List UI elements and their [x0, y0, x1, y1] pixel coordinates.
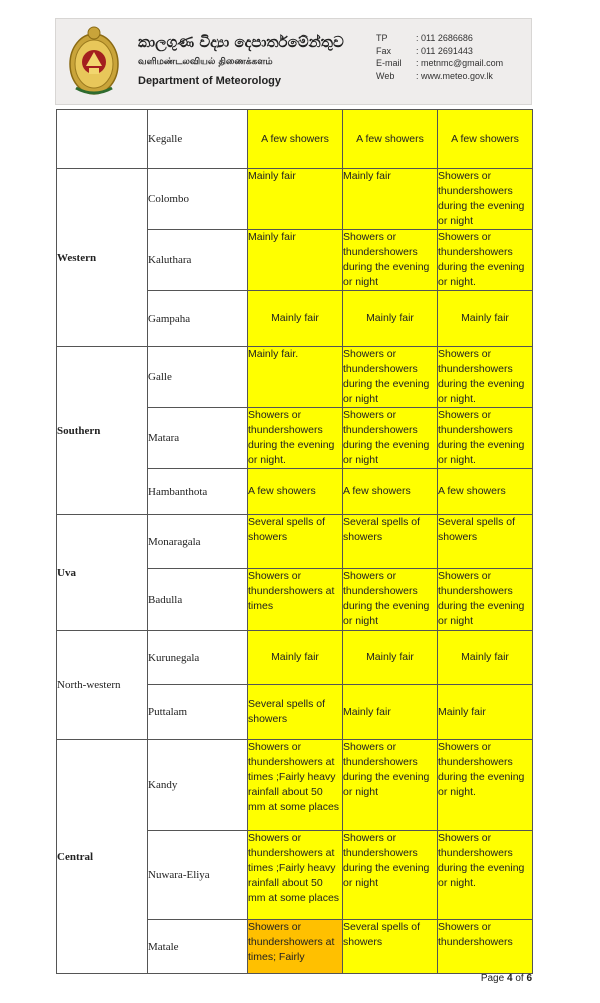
forecast-cell: Mainly fair: [343, 291, 438, 347]
table-row: [57, 631, 533, 685]
forecast-cell: Showers or thundershowers at times: [248, 569, 343, 631]
district-cell: Matale: [148, 920, 248, 974]
forecast-cell: Showers or thundershowers during the evening or night: [438, 569, 533, 631]
forecast-cell: Showers or thundershowers during the evening or night: [438, 169, 533, 230]
forecast-cell: Mainly fair: [248, 631, 343, 685]
district-cell: Gampaha: [148, 291, 248, 347]
forecast-cell: Several spells of showers: [343, 515, 438, 569]
forecast-cell: Showers or thundershowers during the evening or night.: [438, 408, 533, 469]
district-cell: Kegalle: [148, 110, 248, 169]
forecast-cell: Showers or thundershowers at times ;Fairly heavy rainfall about 50 mm at some places: [248, 831, 343, 920]
forecast-cell: Showers or thundershowers during the evening or night.: [438, 230, 533, 291]
contact-block: [376, 32, 503, 82]
forecast-cell: Mainly fair.: [248, 347, 343, 408]
district-cell: Galle: [148, 347, 248, 408]
forecast-cell: A few showers: [248, 110, 343, 169]
province-cell-blank: [57, 110, 148, 169]
district-cell: Monaragala: [148, 515, 248, 569]
forecast-cell: Mainly fair: [248, 291, 343, 347]
forecast-cell: Mainly fair: [343, 685, 438, 740]
forecast-cell: Several spells of showers: [343, 920, 438, 974]
forecast-cell: A few showers: [343, 469, 438, 515]
forecast-cell: Showers or thundershowers at times ;Fairly heavy rainfall about 50 mm at some places: [248, 740, 343, 831]
forecast-cell: A few showers: [343, 110, 438, 169]
district-cell: Puttalam: [148, 685, 248, 740]
page-number: Page 4 of 6: [480, 973, 532, 984]
forecast-cell: Mainly fair: [438, 685, 533, 740]
district-cell: Nuwara-Eliya: [148, 831, 248, 920]
table-row: [57, 169, 533, 230]
district-cell: Hambanthota: [148, 469, 248, 515]
forecast-cell: Mainly fair: [248, 230, 343, 291]
forecast-cell: Showers or thundershowers during the evening or night: [343, 569, 438, 631]
district-cell: Matara: [148, 408, 248, 469]
contact-web: Web : www.meteo.gov.lk: [376, 70, 493, 81]
forecast-cell: Showers or thundershowers: [438, 920, 533, 974]
forecast-cell: A few showers: [438, 469, 533, 515]
department-title-english: Department of Meteorology: [138, 75, 282, 87]
forecast-cell: Mainly fair: [343, 169, 438, 230]
department-title-tamil: வளிமண்டலவியல் திணைக்களம்: [138, 57, 273, 67]
province-cell: Central: [57, 740, 148, 974]
district-cell: Kurunegala: [148, 631, 248, 685]
forecast-cell: Mainly fair: [248, 169, 343, 230]
forecast-cell: Showers or thundershowers during the evening or night.: [438, 831, 533, 920]
district-cell: Colombo: [148, 169, 248, 230]
forecast-table: [56, 109, 533, 974]
province-cell: Uva: [57, 515, 148, 631]
contact-fax: Fax : 011 2691443: [376, 45, 473, 56]
table-row: [57, 347, 533, 408]
forecast-cell: Showers or thundershowers during the evening or night: [343, 230, 438, 291]
forecast-cell: Showers or thundershowers during the evening or night: [343, 347, 438, 408]
forecast-cell: Several spells of showers: [438, 515, 533, 569]
province-cell: Southern: [57, 347, 148, 515]
forecast-cell: A few showers: [438, 110, 533, 169]
contact-email: E-mail : metnmc@gmail.com: [376, 58, 504, 68]
table-row: [57, 110, 533, 169]
forecast-cell: Showers or thundershowers during the evening or night.: [438, 347, 533, 408]
department-title-sinhala: කාලගුණ විද්‍යා දෙපාර්තමේන්තුව: [138, 33, 344, 51]
table-row: [57, 515, 533, 569]
forecast-cell: Showers or thundershowers during the evening or night: [343, 740, 438, 831]
forecast-cell: Several spells of showers: [248, 685, 343, 740]
province-cell: North-western: [57, 631, 148, 740]
contact-phone: TP : 011 2686686: [376, 33, 473, 43]
district-cell: Kandy: [148, 740, 248, 831]
district-cell: Badulla: [148, 569, 248, 631]
forecast-cell: Mainly fair: [438, 291, 533, 347]
sri-lanka-emblem-icon: [68, 24, 120, 98]
forecast-cell: Mainly fair: [343, 631, 438, 685]
forecast-cell: Showers or thundershowers during the evening or night.: [248, 408, 343, 469]
forecast-cell: Showers or thundershowers during the evening or night.: [438, 740, 533, 831]
forecast-cell: Several spells of showers: [248, 515, 343, 569]
forecast-cell: Showers or thundershowers during the evening or night: [343, 408, 438, 469]
forecast-cell-highlighted: Showers or thundershowers at times; Fairly: [248, 920, 343, 974]
province-cell: Western: [57, 169, 148, 347]
letterhead: [55, 18, 532, 105]
forecast-cell: Showers or thundershowers during the evening or night: [343, 831, 438, 920]
district-cell: Kaluthara: [148, 230, 248, 291]
forecast-cell: A few showers: [248, 469, 343, 515]
forecast-cell: Mainly fair: [438, 631, 533, 685]
table-row: [57, 740, 533, 831]
